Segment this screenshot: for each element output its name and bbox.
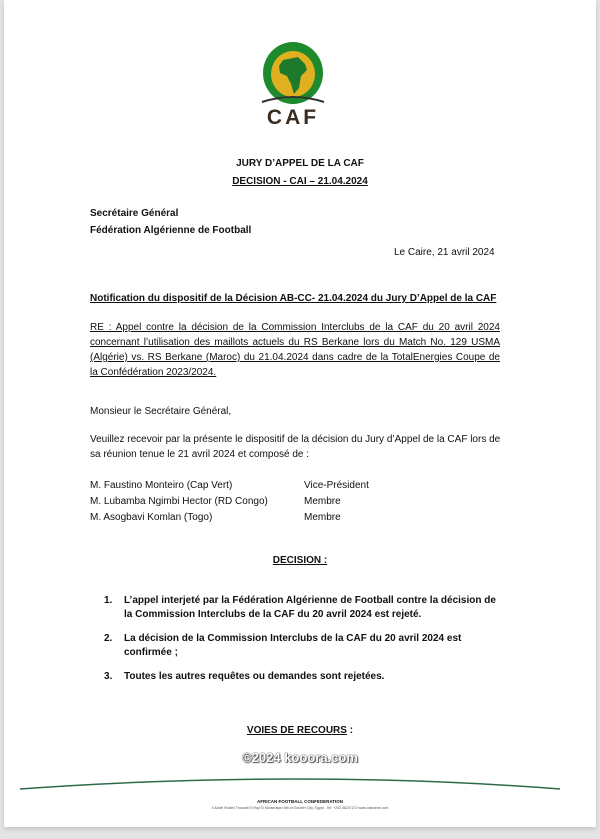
decision-heading: DECISION : [272,555,328,566]
member-role: Membre [304,512,341,523]
member-name: M. Asogbavi Komlan (Togo) [90,512,213,523]
decision-reference: DECISION - CAI – 21.04.2024 [232,176,368,187]
recipient-organization: Fédération Algérienne de Football [90,225,252,236]
footer-arc-divider [0,775,600,795]
recipient-title: Secrétaire Général [90,208,179,219]
svg-text:CAF: CAF [266,106,320,128]
footer-organization: AFRICAN FOOTBALL CONFEDERATION [256,799,344,804]
watermark: ©2024 kooora.com [242,750,358,765]
decision-list [104,594,504,694]
place-date: Le Caire, 21 avril 2024 [394,247,495,258]
caf-logo [252,40,334,128]
recours-heading: VOIES DE RECOURS : [246,725,354,736]
member-role: Vice-Président [304,480,369,491]
decision-item: 2. La décision de la Commission Interclubs de la CAF du 20 avril 2024 est confirmée ; [104,633,462,658]
salutation: Monsieur le Secrétaire Général, [90,406,232,417]
member-name: M. Lubamba Ngimbi Hector (RD Congo) [90,496,268,507]
decision-item: 1. L’appel interjeté par la Fédération Algérienne de Football contre la décision de la Commission Interclubs de la CAF du 20 avril 2024 est rejeté. [104,595,496,620]
intro-paragraph: Veuillez recevoir par la présente le dispositif de la décision du Jury d’Appel de la CAF lors de sa réunion tenue le 21 avril 2024 et composé de : [90,434,501,460]
document-title: JURY D’APPEL DE LA CAF [236,158,364,169]
subject-line: Notification du dispositif de la Décision AB-CC- 21.04.2024 du Jury D’Appel de la CAF [90,293,497,304]
decision-item: 3. Toutes les autres requêtes ou demandes sont rejetées. [104,671,385,682]
footer-address: 3 Abdel Khalek Tharwat El Hay El Motamayez 6th of October City, Egypt - Tel: +202 38247272 www.cafonline.com [211,806,389,810]
re-paragraph: RE : Appel contre la décision de la Commission Interclubs de la CAF du 20 avril 2024 concernant l’utilisation des maillots actuels du RS Berkane lors du Match No. 129 USMA (Algérie) vs. RS Berkane (Maroc) du 21.04.2024 dans cadre de la TotalEnergies Coupe de la Confédération 2023/2024. [90,322,500,378]
member-name: M. Faustino Monteiro (Cap Vert) [90,480,233,491]
member-role: Membre [304,496,341,507]
